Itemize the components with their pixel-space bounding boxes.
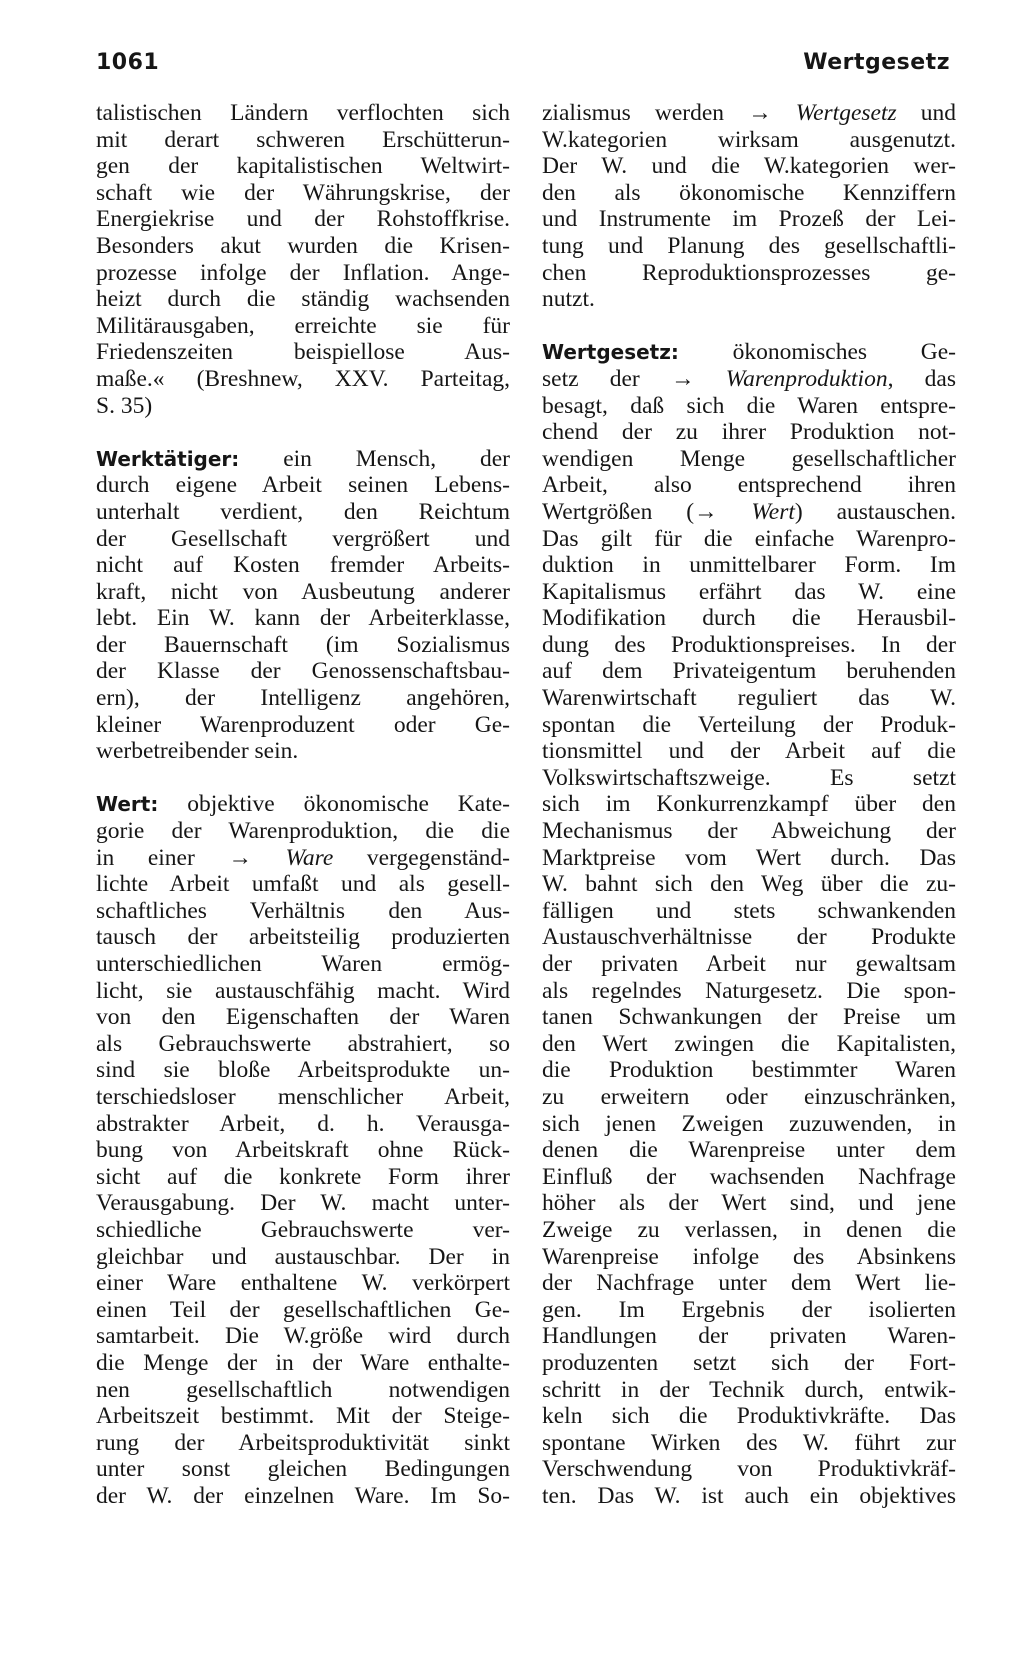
text-line [542,1244,956,1271]
line-text: sich im Konkurrenzkampf über den [542,791,956,818]
line-text: Das gilt für die einfache Warenpro- [542,525,956,552]
text-line [542,499,956,526]
entry-headword: Werktätiger: [96,446,240,471]
line-text: Modifikation durch die Herausbil- [542,605,956,632]
line-text: Besonders akut wurden die Krisen- [96,232,510,259]
text-line [542,1084,956,1111]
line-text: objektive ökonomische Kate- [158,791,510,818]
text-line [96,1350,510,1377]
text-line [542,871,956,898]
line-text: wendigen Menge gesellschaftlicher [542,445,956,472]
line-text: licht, sie austauschfähig macht. Wird [96,977,510,1004]
text-line [542,818,956,845]
line-text: S. 35) [96,392,153,419]
line-text: gen. Im Ergebnis der isolierten [542,1296,956,1323]
text-line [542,526,956,553]
cross-reference: Ware [285,844,334,871]
line-text: Militärausgaben, erreichte sie für [96,312,510,339]
text-line [542,1483,956,1510]
line-text: Mechanismus der Abweichung der [542,818,956,845]
line-text: als regelndes Naturgesetz. Die spon- [542,977,956,1004]
text-line [96,951,510,978]
text-line [542,712,956,739]
text-line [542,100,956,127]
text-line [542,1137,956,1164]
text-line [96,1190,510,1217]
text-line [542,1350,956,1377]
line-text: nicht auf Kosten fremder Arbeits- [96,552,510,579]
entry-headword: Wert: [96,792,159,817]
line-text: durch eigene Arbeit seinen Lebens- [96,472,510,499]
line-text: tung und Planung des gesellschaftli- [542,232,956,259]
text-line [96,499,510,526]
text-line [542,951,956,978]
cross-reference: Wert [751,498,795,525]
text-line [96,605,510,632]
text-line [96,153,510,180]
line-text: den als ökonomische Kennziffern [542,179,956,206]
line-text: Friedenszeiten beispiellose Aus- [96,339,510,366]
line-text: der Klasse der Genossenschaftsbau- [96,658,510,685]
line-text: Verschwendung von Produktivkräf- [542,1456,956,1483]
text-line [542,765,956,792]
line-text: gorie der Warenproduktion, die die [96,818,510,845]
line-text: Der W. und die W.kategorien wer- [542,153,956,180]
line-text: maße.« (Breshnew, XXV. Parteitag, [96,365,510,392]
line-text: unter sonst gleichen Bedingungen [96,1456,510,1483]
text-line [96,685,510,712]
text-line [96,871,510,898]
text-line [96,738,510,765]
line-text: die Produktion bestimmter Waren [542,1057,956,1084]
text-line [542,180,956,207]
text-line [96,526,510,553]
line-text: abstrakter Arbeit, d. h. Verausga- [96,1110,510,1137]
text-line [542,233,956,260]
text-line [542,738,956,765]
cross-reference: Warenproduktion [725,365,888,392]
text-line [96,1217,510,1244]
line-text: Wertgrößen (→ [542,498,752,525]
text-line [96,1403,510,1430]
text-line [96,1297,510,1324]
paragraph-gap [96,419,510,446]
text-line [542,419,956,446]
line-text: zialismus werden → [542,100,796,126]
text-line [96,313,510,340]
text-line [96,791,510,818]
page-number: 1061 [96,50,160,75]
text-line [96,1323,510,1350]
line-text-tail: und [896,100,956,126]
text-line [542,658,956,685]
text-line [96,1430,510,1457]
text-line [542,366,956,393]
text-line [542,978,956,1005]
text-line [542,1377,956,1404]
line-text: Energiekrise und der Rohstoffkrise. [96,206,510,233]
text-line [96,978,510,1005]
text-line [96,1084,510,1111]
line-text: rung der Arbeitsproduktivität sinkt [96,1429,510,1456]
line-text: fälligen und stets schwankenden [542,897,956,924]
line-text: dung des Produktionspreises. In der [542,631,956,658]
text-line [96,898,510,925]
line-text: von den Eigenschaften der Waren [96,1004,510,1031]
text-line [542,1403,956,1430]
text-line [542,685,956,712]
line-text: einer Ware enthaltene W. verkörpert [96,1270,510,1297]
text-line [96,579,510,606]
text-line [542,153,956,180]
line-text: heizt durch die ständig wachsenden [96,286,510,313]
line-text: sicht auf die konkrete Form ihrer [96,1163,510,1190]
line-text: chen Reproduktionsprozesses ge- [542,259,956,286]
text-line [542,1111,956,1138]
text-line [542,127,956,154]
line-text: Volkswirtschaftszweige. Es setzt [542,764,956,791]
line-text: spontane Wirken des W. führt zur [542,1429,956,1456]
line-text: unterschiedlichen Waren ermög- [96,951,510,977]
text-line [542,924,956,951]
line-text: und Instrumente im Prozeß der Lei- [542,206,956,233]
line-text: einen Teil der gesellschaftlichen Ge- [96,1296,510,1323]
line-text: mit derart schweren Erschütterun- [96,126,510,153]
cross-reference: Wertgesetz [795,100,897,126]
line-text: samtarbeit. Die W.größe wird durch [96,1323,510,1350]
text-line [96,1244,510,1271]
entry-headword: Wertgesetz: [542,340,679,365]
text-line [96,845,510,872]
line-text-tail: vergegenständ- [333,844,510,871]
line-text: werbetreibender sein. [96,738,299,765]
text-line [542,1057,956,1084]
line-text: ern), der Intelligenz angehören, [96,685,510,712]
line-text: bung von Arbeitskraft ohne Rück- [96,1137,510,1164]
right-column [542,100,956,1509]
line-text: kraft, nicht von Ausbeutung anderer [96,578,510,605]
text-line [96,818,510,845]
text-line [542,1004,956,1031]
line-text: Handlungen der privaten Waren- [542,1323,956,1350]
line-text: ein Mensch, der [239,445,510,472]
line-text: setz der → [542,365,726,392]
text-line [542,472,956,499]
line-text: duktion in unmittelbarer Form. Im [542,552,956,579]
text-line [96,393,510,420]
line-text: höher als der Wert sind, und jene [542,1190,956,1217]
line-text: sind sie bloße Arbeitsprodukte un- [96,1057,510,1084]
page-header [96,50,950,86]
line-text: Einfluß der wachsenden Nachfrage [542,1163,956,1190]
text-line [542,393,956,420]
line-text: Warenpreise infolge des Absinkens [542,1243,956,1270]
line-text: nutzt. [542,286,595,313]
line-text: den Wert zwingen die Kapitalisten, [542,1030,956,1057]
line-text: W.kategorien wirksam ausgenutzt. [542,126,956,153]
text-line [96,712,510,739]
text-line [96,1270,510,1297]
line-text: tionsmittel und der Arbeit auf die [542,738,956,765]
text-line [542,260,956,287]
text-line [96,1483,510,1510]
text-line [542,1430,956,1457]
text-line [542,579,956,606]
text-line [96,1111,510,1138]
text-line [542,1297,956,1324]
text-line [542,845,956,872]
line-text: gen der kapitalistischen Weltwirt- [96,153,510,180]
text-line [96,472,510,499]
text-line [96,1456,510,1483]
text-line [542,1270,956,1297]
line-text: keln sich die Produktivkräfte. Das [542,1403,956,1430]
line-text: lichte Arbeit umfaßt und als gesell- [96,871,510,898]
line-text: Marktpreise vom Wert durch. Das [542,844,956,871]
line-text: terschiedsloser menschlicher Arbeit, [96,1083,510,1110]
text-line [542,446,956,473]
text-line [96,446,510,473]
text-line [542,1031,956,1058]
line-text: gleichbar und austauschbar. Der in [96,1243,510,1270]
text-line [96,233,510,260]
text-line [96,366,510,393]
line-text: der Gesellschaft vergrößert und [96,525,510,552]
running-head: Wertgesetz [803,50,950,75]
text-line [542,1190,956,1217]
line-text: ökonomisches Ge- [678,339,956,366]
text-line [96,1057,510,1084]
line-text: Kapitalismus erfährt das W. eine [542,578,956,605]
line-text: denen die Warenpreise unter dem [542,1137,956,1164]
line-text: Austauschverhältnisse der Produkte [542,924,956,951]
text-line [96,286,510,313]
text-line [542,791,956,818]
text-line [96,100,510,127]
text-line [96,632,510,659]
line-text: Warenwirtschaft reguliert das W. [542,685,956,712]
line-text: Arbeitszeit bestimmt. Mit der Steige- [96,1403,510,1430]
text-line [542,286,956,313]
paragraph-gap [96,765,510,792]
text-line [96,1164,510,1191]
text-line [96,1137,510,1164]
text-line [96,339,510,366]
text-line [542,339,956,366]
text-line [542,1323,956,1350]
text-line [96,552,510,579]
line-text: zu erweitern oder einzuschränken, [542,1083,956,1110]
line-text: der Nachfrage unter dem Wert lie- [542,1270,956,1297]
line-text: als Gebrauchswerte abstrahiert, so [96,1030,510,1057]
left-column [96,100,510,1509]
line-text: Arbeit, also entsprechend ihren [542,472,956,499]
line-text: der W. der einzelnen Ware. Im So- [96,1482,510,1509]
line-text: in einer → [96,844,286,871]
line-text: auf dem Privateigentum beruhenden [542,658,956,685]
line-text: tausch der arbeitsteilig produzierten [96,924,510,951]
line-text-tail: ) austauschen. [794,498,956,525]
text-line [96,1377,510,1404]
text-line [96,658,510,685]
line-text: talistischen Ländern verflochten sich [96,100,510,126]
text-line [542,1164,956,1191]
line-text: prozesse infolge der Inflation. Ange- [96,259,510,286]
text-line [96,924,510,951]
text-line [96,127,510,154]
text-line [542,605,956,632]
line-text: schaftliches Verhältnis den Aus- [96,897,510,924]
line-text: kleiner Warenproduzent oder Ge- [96,711,510,738]
text-line [96,180,510,207]
text-line [96,260,510,287]
line-text: nen gesellschaftlich notwendigen [96,1376,510,1403]
line-text: spontan die Verteilung der Produk- [542,711,956,738]
text-line [542,552,956,579]
paragraph-gap [542,313,956,340]
text-line [542,632,956,659]
line-text: der Bauernschaft (im Sozialismus [96,631,510,658]
line-text: Zweige zu verlassen, in denen die [542,1216,956,1243]
line-text: produzenten setzt sich der Fort- [542,1349,956,1376]
line-text: chend der zu ihrer Produktion not- [542,419,956,446]
text-line [542,206,956,233]
line-text: sich jenen Zweigen zuzuwenden, in [542,1110,956,1137]
text-line [96,1031,510,1058]
line-text: schiedliche Gebrauchswerte ver- [96,1216,510,1243]
line-text: ten. Das W. ist auch ein objektives [542,1482,956,1509]
text-line [542,898,956,925]
line-text: schritt in der Technik durch, entwik- [542,1376,956,1403]
line-text: die Menge der in der Ware enthalte- [96,1349,510,1376]
line-text: W. bahnt sich den Weg über die zu- [542,871,956,898]
line-text: schaft wie der Währungskrise, der [96,179,510,206]
line-text: Verausgabung. Der W. macht unter- [96,1190,510,1217]
line-text: unterhalt verdient, den Reichtum [96,498,510,525]
text-line [542,1456,956,1483]
line-text: lebt. Ein W. kann der Arbeiterklasse, [96,605,510,632]
text-line [96,206,510,233]
line-text-tail: , das [887,365,956,392]
text-line [96,1004,510,1031]
line-text: tanen Schwankungen der Preise um [542,1004,956,1031]
text-line [542,1217,956,1244]
line-text: der privaten Arbeit nur gewaltsam [542,951,956,977]
line-text: besagt, daß sich die Waren entspre- [542,392,956,419]
